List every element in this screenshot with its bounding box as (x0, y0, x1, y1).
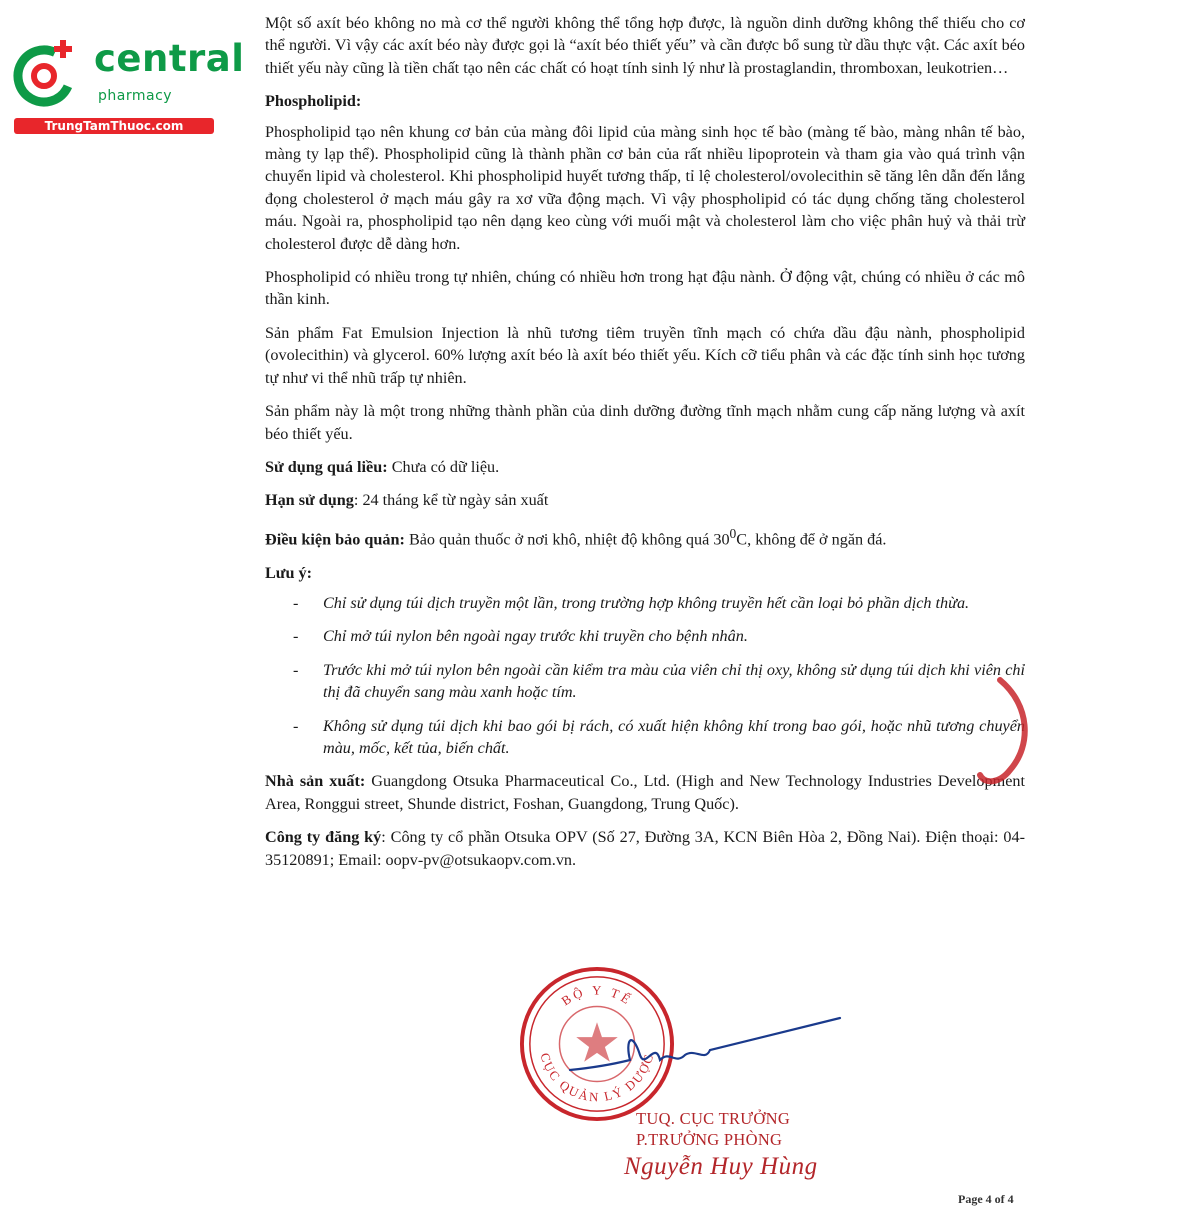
note-text: Trước khi mở túi nylon bên ngoài cần kiểm tra màu của viên chỉ thị oxy, không sử dụng túi dịch khi viên chỉ thị đã chuyển sang màu xanh hoặc tím. (323, 660, 1025, 702)
storage-section (265, 523, 1025, 551)
page-number: Page 4 of 4 (958, 1192, 1014, 1206)
note-item (265, 715, 1025, 760)
product-paragraph-2: Sản phẩm này là một trong những thành phần của dinh dưỡng đường tĩnh mạch nhằm cung cấp năng lượng và axít béo thiết yếu. (265, 402, 1025, 443)
manufacturer-text: Guangdong Otsuka Pharmaceutical Co., Ltd. (High and New Technology Industries Development Area, Ronggui street, Shunde district, Foshan, Guangdong, Trung Quốc). (265, 772, 1025, 813)
registrant-section (265, 826, 1025, 871)
red-ink-mark (960, 675, 1030, 795)
svg-text:BỘ Y TẾ (559, 984, 636, 1009)
note-dash: - (293, 627, 299, 646)
expiry-label: Hạn sử dụng (265, 491, 354, 510)
overdose-section (265, 456, 1025, 478)
expiry-text: : 24 tháng kể từ ngày sản xuất (353, 491, 549, 510)
central-logo-icon (10, 36, 82, 108)
storage-degree: 0 (729, 525, 737, 541)
note-dash: - (293, 593, 299, 612)
overdose-label: Sử dụng quá liều: (265, 457, 388, 476)
signature-stroke (560, 1010, 850, 1090)
notes-label: Lưu ý: (265, 563, 313, 582)
manufacturer-section (265, 770, 1025, 815)
registrant-label: Công ty đăng ký (265, 828, 382, 847)
product-paragraph-1: Sản phẩm Fat Emulsion Injection là nhũ tương tiêm truyền tĩnh mạch có chứa dầu đậu nành, phospholipid (ovolecithin) và glycerol. 60% lượng axít béo là axít béo thiết yếu. Kích cỡ tiểu phân và các đặc tính sinh học tương tự như vi thể nhũ trấp tự nhiên. (265, 323, 1025, 387)
note-item (265, 625, 1025, 647)
stamp-bottom-text: CỤC QUẢN LÝ DƯỢC (537, 1051, 657, 1105)
expiry-section (265, 489, 1025, 511)
overdose-text: Chưa có dữ liệu. (387, 457, 500, 476)
signature-block (624, 1108, 818, 1180)
note-item (265, 659, 1025, 704)
signature-title-2: P.TRƯỞNG PHÒNG (636, 1130, 783, 1149)
note-dash: - (293, 716, 299, 735)
manufacturer-label: Nhà sản xuất: (265, 772, 366, 791)
note-text: Không sử dụng túi dịch khi bao gói bị rách, có xuất hiện không khí trong bao gói, hoặc nhũ tương chuyển màu, mốc, kết tủa, biến chất. (323, 716, 1025, 757)
logo-subtitle: pharmacy (98, 88, 173, 104)
notes-list (265, 592, 1025, 759)
document-body (265, 12, 1025, 882)
note-text: Chỉ sử dụng túi dịch truyền một lần, trong trường hợp không truyền hết cần loại bỏ phần dịch thừa. (323, 593, 970, 612)
intro-paragraph: Một số axít béo không no mà cơ thể người không thể tổng hợp được, là nguồn dinh dưỡng không thể thiếu cho cơ thể người. Vì vậy các axít béo này được gọi là “axít béo thiết yếu” và cần được bổ sung từ dầu thực vật. Các axít béo thiết yếu này cũng là tiền chất tạo nên các chất có hoạt tính sinh lý như là prostaglandin, thromboxan, leukotrien… (265, 14, 1025, 77)
storage-text: Bảo quản thuốc ở nơi khô, nhiệt độ không quá 30 (404, 530, 730, 549)
phospholipid-heading: Phospholipid: (265, 92, 362, 111)
logo-name: central (94, 37, 245, 80)
stamp-top-text: BỘ Y TẾ (559, 983, 635, 1009)
phospholipid-paragraph-2: Phospholipid có nhiều trong tự nhiên, chúng có nhiều hơn trong hạt đậu nành. Ở động vật, chúng có nhiều ở các mô thần kinh. (265, 268, 1025, 309)
notes-section (265, 562, 1025, 584)
note-text: Chỉ mở túi nylon bên ngoài ngay trước khi truyền cho bệnh nhân. (323, 627, 748, 646)
note-dash: - (293, 660, 299, 679)
storage-label: Điều kiện bảo quản: (265, 530, 405, 549)
logo-website: TrungTamThuoc.com (14, 118, 214, 134)
signature-title-1: TUQ. CỤC TRƯỞNG (636, 1109, 791, 1128)
phospholipid-paragraph-1: Phospholipid tạo nên khung cơ bản của màng đôi lipid của màng sinh học tế bào (màng tế bào, màng nhân tế bào, màng ty lạp thể). Phospholipid cũng là thành phần cơ bản của rất nhiều lipoprotein và tham gia vào quá trình vận chuyển lipid và cholesterol. Khi phospholipid huyết tương thấp, tỉ lệ cholesterol/ovolecithin sẽ tăng lên dẫn đến lắng đọng cholesterol ở mạch máu gây ra xơ vữa động mạch. Vì vậy phospholipid có tác dụng chống tăng cholesterol máu. Ngoài ra, phospholipid tạo nên dạng keo cùng với muối mật và cholesterol làm cho việc phân huỷ và thải trừ cholesterol được dễ dàng hơn. (265, 122, 1025, 253)
storage-text-end: C, không để ở ngăn đá. (736, 530, 887, 549)
registrant-text: : Công ty cổ phần Otsuka OPV (Số 27, Đường 3A, KCN Biên Hòa 2, Đồng Nai). Điện thoại: 04-35120891; Email: oopv-pv@otsukaopv.com.vn. (265, 828, 1025, 869)
note-item (265, 592, 1025, 614)
central-pharmacy-logo[interactable] (10, 36, 245, 136)
signatory-name: Nguyễn Huy Hùng (624, 1153, 818, 1180)
